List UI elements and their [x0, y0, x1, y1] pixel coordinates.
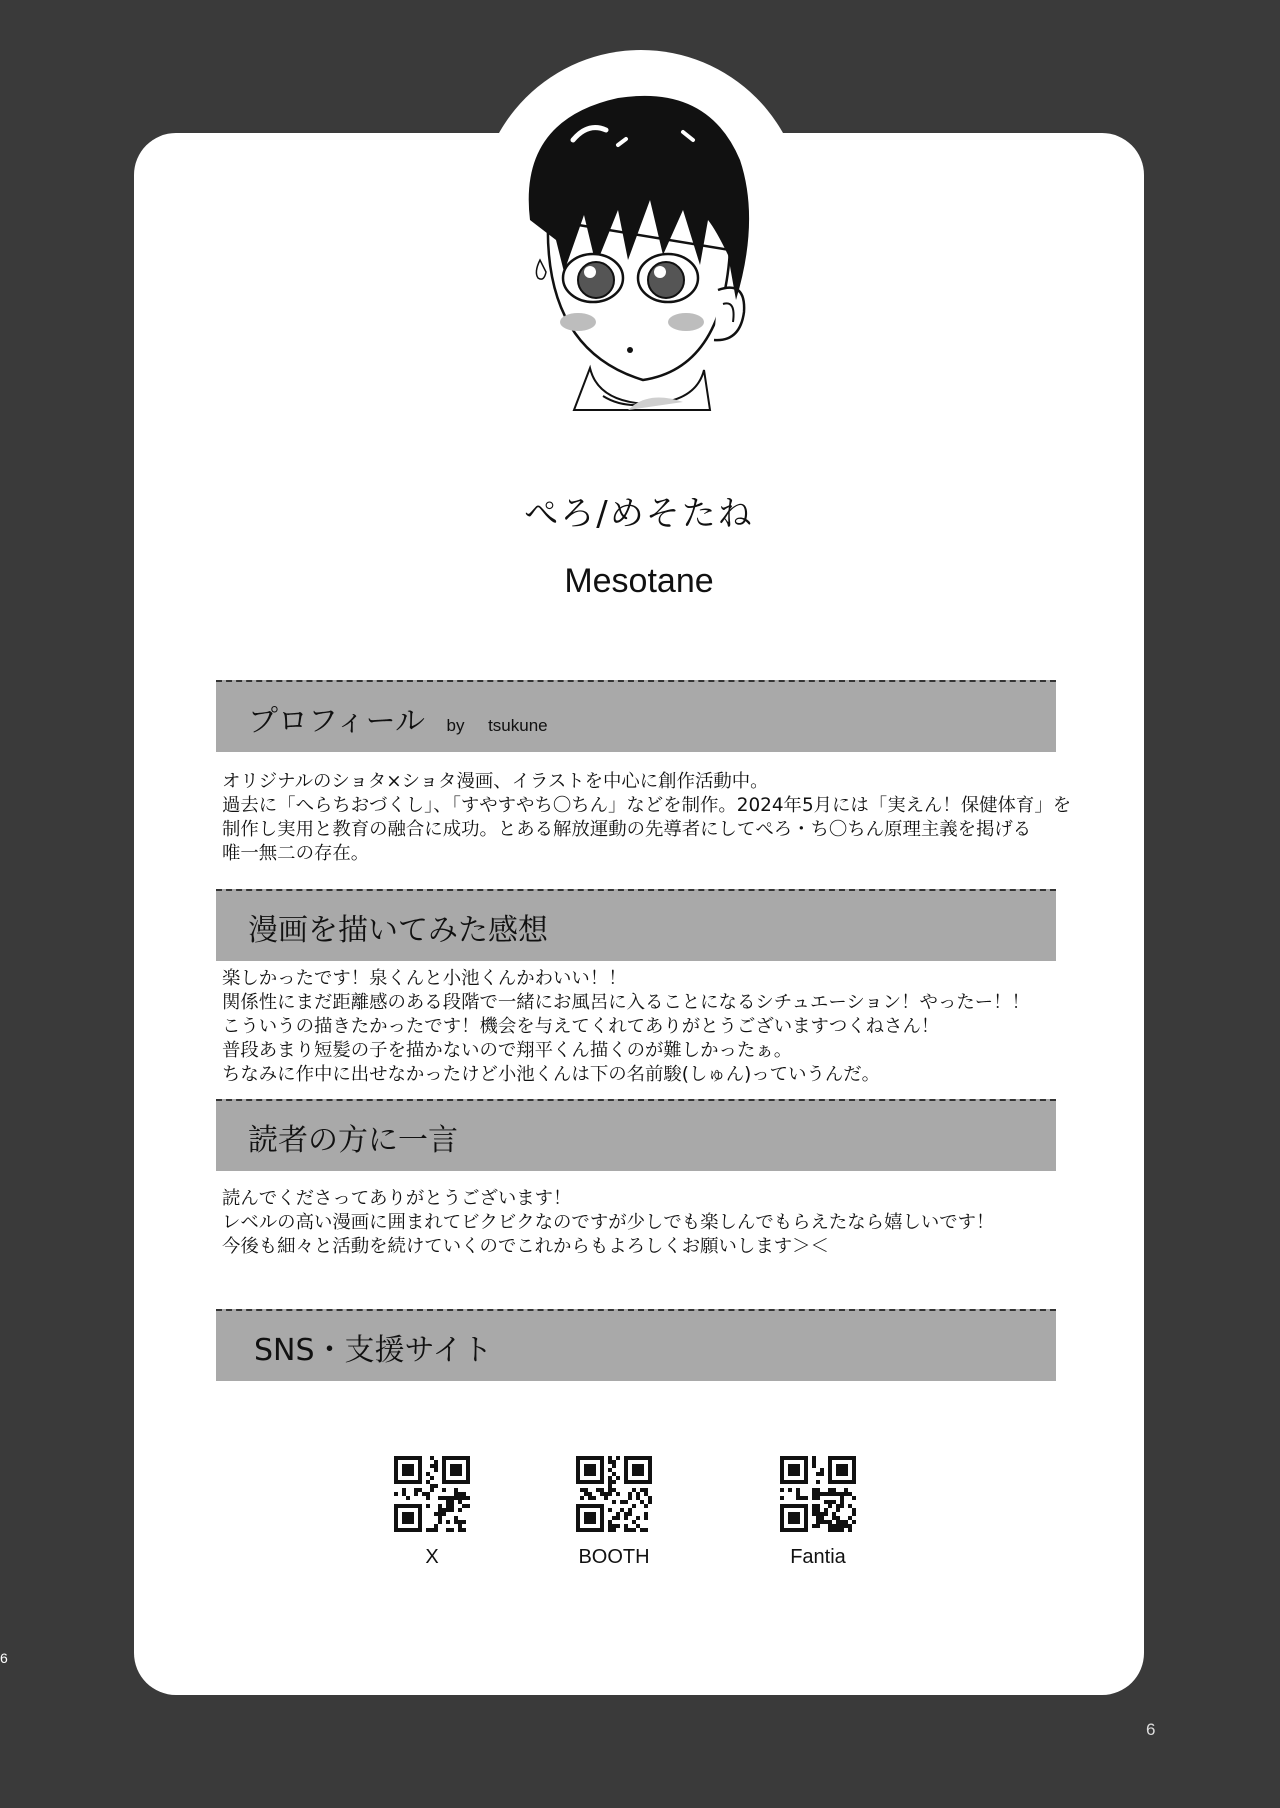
qr-code-icon: [576, 1456, 652, 1532]
readers-text: [222, 1187, 1062, 1259]
qr-link-fantia[interactable]: [758, 1456, 878, 1569]
creator-name-en: Mesotane: [564, 562, 714, 600]
qr-code-icon: [780, 1456, 856, 1532]
text-line: 読んでくださってありがとうございます！: [222, 1188, 572, 1209]
impressions-text: [222, 967, 1062, 1087]
section-title-profile: [248, 696, 548, 740]
qr-link-x[interactable]: [372, 1456, 492, 1569]
qr-label-fantia: Fantia: [790, 1546, 846, 1568]
side-page-mark: 6: [0, 1650, 8, 1666]
page-number: 6: [1146, 1720, 1156, 1739]
text-line: こういうの描きたかったです！機会を与えてくれてありがとうございますつくねさん！: [222, 1016, 940, 1037]
profile-title-text: プロフィール: [248, 704, 425, 739]
qr-code-icon: [394, 1456, 470, 1532]
section-header-profile: [216, 680, 1056, 752]
qr-link-booth[interactable]: [554, 1456, 674, 1569]
character-portrait-illustration: [478, 50, 804, 430]
text-line: 関係性にまだ距離感のある段階で一緒にお風呂に入ることになるシチュエーション！やったー！！: [222, 992, 1030, 1013]
text-line: レベルの高い漫画に囲まれてビクビクなのですが少しでも楽しんでもらえたなら嬉しいです！: [222, 1212, 995, 1233]
text-line: オリジナルのショタ×ショタ漫画、イラストを中心に創作活動中。: [222, 771, 769, 792]
section-header-readers: [216, 1099, 1056, 1171]
section-header-impressions: [216, 889, 1056, 961]
section-header-sns: [216, 1309, 1056, 1381]
section-title-sns: SNS・支援サイト: [254, 1333, 493, 1368]
profile-author: tsukune: [488, 716, 548, 735]
text-line: 今後も細々と活動を続けていくのでこれからもよろしくお願いします＞＜: [222, 1236, 829, 1257]
profile-by-label: by: [446, 716, 465, 735]
text-line: 普段あまり短髪の子を描かないので翔平くん描くのが難しかったぁ。: [222, 1040, 793, 1061]
section-title-readers: 読者の方に一言: [248, 1123, 458, 1158]
text-line: 唯一無二の存在。: [222, 843, 370, 864]
section-title-impressions: 漫画を描いてみた感想: [248, 913, 548, 948]
text-line: 制作し実用と教育の融合に成功。とある解放運動の先導者にしてぺろ・ち〇ちん原理主義を掲げる: [222, 819, 1032, 840]
text-line: 過去に「へらちおづくし」、「すやすやち〇ちん」などを制作。2024年5月には「実えん！保健体育」を: [222, 795, 1072, 816]
qr-label-x: X: [425, 1546, 439, 1568]
text-line: ちなみに作中に出せなかったけど小池くんは下の名前駿(しゅん)っていうんだ。: [222, 1064, 881, 1085]
creator-name-jp: ぺろ/めそたね: [524, 494, 754, 534]
text-line: 楽しかったです！泉くんと小池くんかわいい！！: [222, 968, 627, 989]
qr-label-booth: BOOTH: [578, 1546, 650, 1568]
profile-text: [222, 770, 1072, 866]
